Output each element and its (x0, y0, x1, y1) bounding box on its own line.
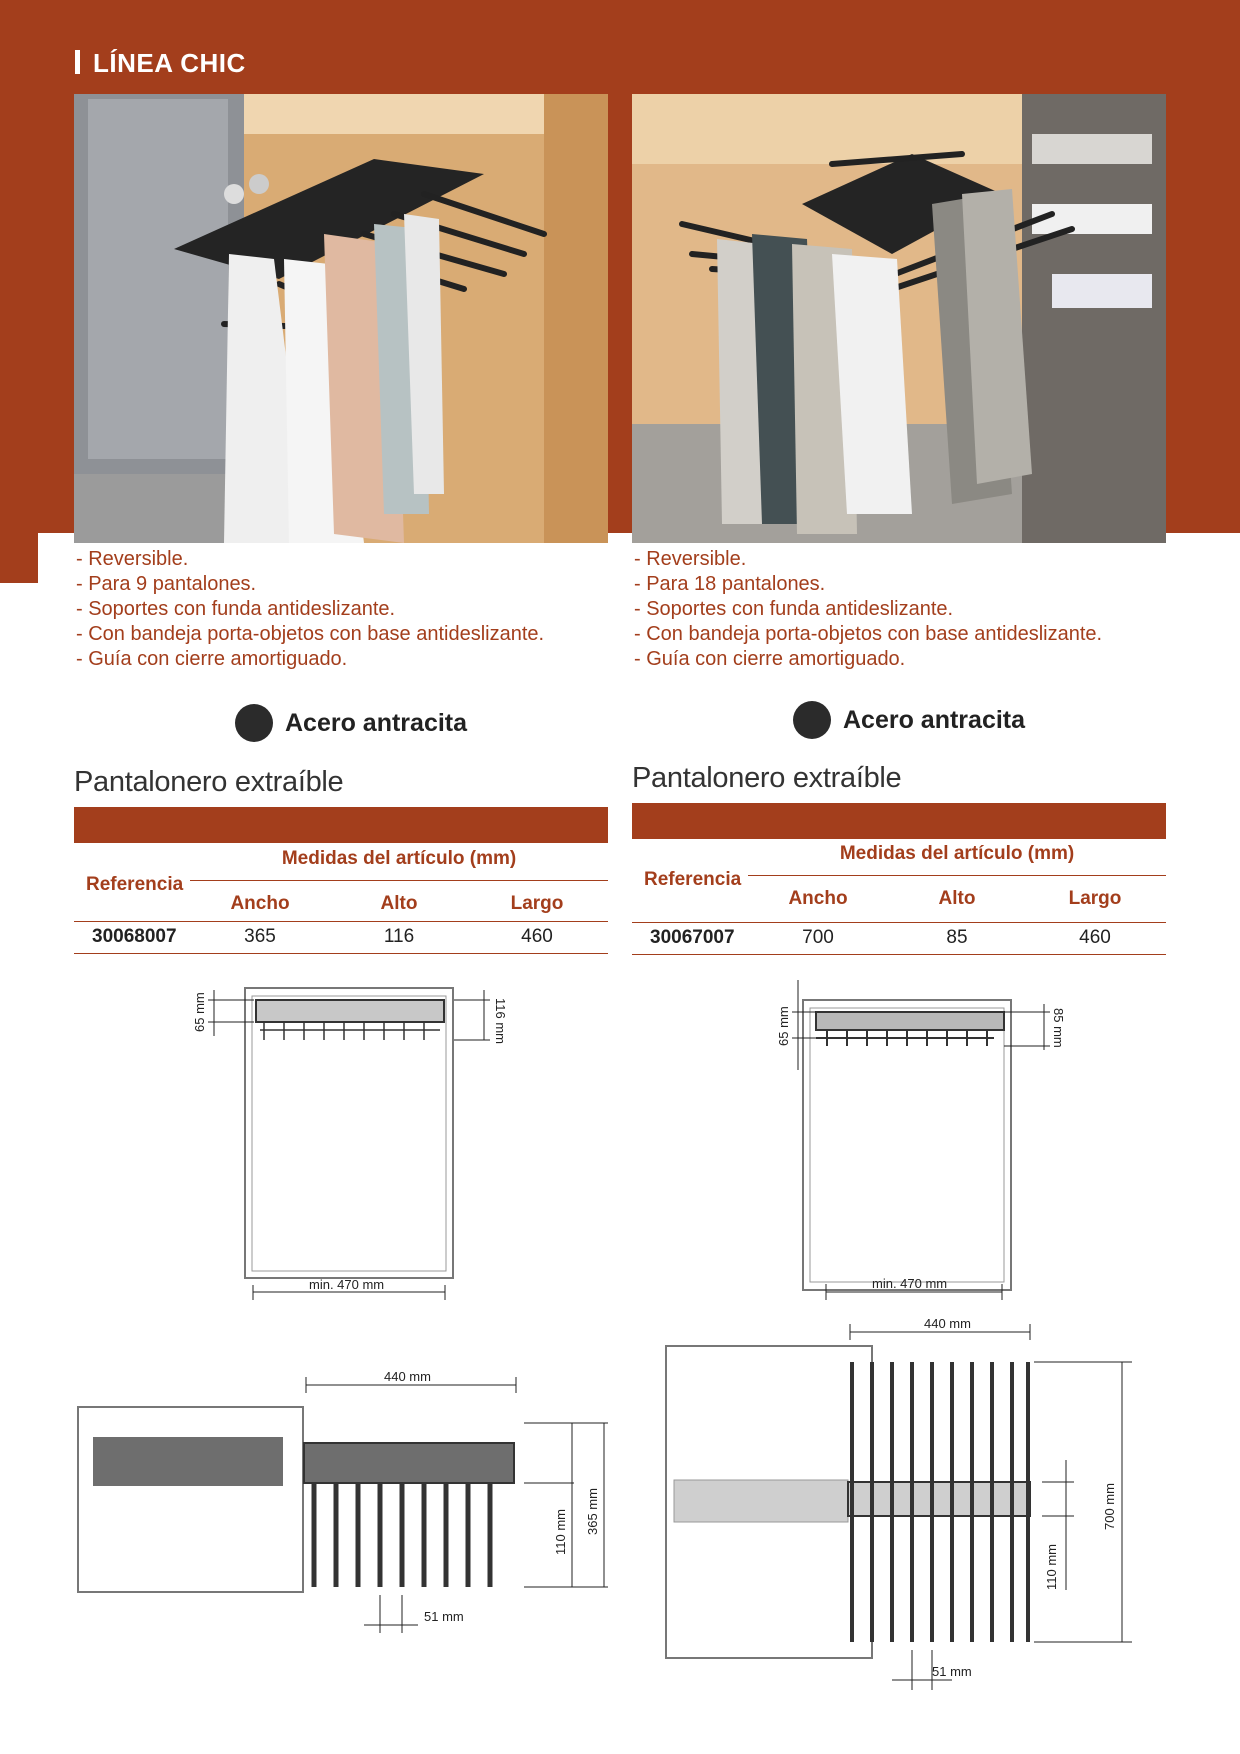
product-photo-right (632, 94, 1166, 543)
plan-dim-outer: 365 mm (585, 1488, 600, 1535)
plan-dim-inner: 110 mm (553, 1509, 568, 1555)
feature-item: - Con bandeja porta-objetos con base antideslizante. (76, 623, 545, 645)
plan-dim-inner: 110 mm (1044, 1544, 1059, 1590)
divider (632, 922, 1166, 923)
product-title-right: Pantalonero extraíble (632, 762, 902, 794)
plan-drawing-left (74, 1365, 608, 1655)
front-dim-top: 65 mm (776, 1006, 791, 1046)
front-dim-bottom: min. 470 mm (872, 1276, 948, 1291)
plan-dim-spacing: 51 mm (424, 1609, 464, 1624)
cell-alto: 116 (383, 926, 415, 947)
reference-value: 30068007 (92, 926, 177, 947)
product-left (74, 0, 608, 1754)
color-swatch (235, 704, 273, 742)
finish-label: Acero antracita (843, 705, 1026, 734)
product-right (632, 0, 1166, 1754)
column-header-largo: Largo (1068, 888, 1122, 909)
product-title-left: Pantalonero extraíble (74, 766, 344, 798)
feature-item: - Guía con cierre amortiguado. (634, 648, 906, 670)
feature-item: - Reversible. (76, 548, 189, 570)
divider (74, 953, 608, 954)
plan-drawing-right (662, 1310, 1162, 1710)
feature-item: - Para 9 pantalones. (76, 573, 257, 595)
cell-largo: 460 (1079, 927, 1111, 948)
feature-item: - Con bandeja porta-objetos con base antideslizante. (634, 623, 1103, 645)
column-header-largo: Largo (510, 893, 564, 914)
table-header-bar-right (632, 803, 1166, 839)
finish-label: Acero antracita (285, 708, 468, 737)
feature-item: - Para 18 pantalones. (634, 573, 826, 595)
features-list-right (634, 547, 1102, 672)
cell-largo: 460 (521, 926, 553, 947)
measures-header: Medidas del artículo (mm) (839, 843, 1075, 864)
reference-value: 30067007 (650, 927, 735, 948)
plan-dim-top: 440 mm (384, 1369, 431, 1384)
finish-option-right (793, 701, 1025, 739)
column-header-alto: Alto (380, 893, 418, 914)
front-dim-right: 116 mm (493, 998, 508, 1044)
reference-header: Referencia (644, 869, 742, 890)
measures-header: Medidas del artículo (mm) (281, 848, 517, 869)
cell-ancho: 365 (244, 926, 276, 947)
front-dim-bottom: min. 470 mm (309, 1277, 385, 1292)
feature-item: - Soportes con funda antideslizante. (76, 598, 396, 620)
front-dim-top: 65 mm (192, 992, 207, 1032)
plan-dim-spacing: 51 mm (932, 1664, 972, 1679)
cell-alto: 85 (946, 927, 968, 948)
cell-ancho: 700 (802, 927, 834, 948)
spec-table-left (74, 848, 608, 954)
column-header-alto: Alto (938, 888, 976, 909)
divider (632, 954, 1166, 955)
features-list-left (76, 547, 544, 672)
feature-item: - Soportes con funda antideslizante. (634, 598, 954, 620)
spec-table-right (632, 843, 1166, 955)
front-dim-right: 85 mm (1051, 1008, 1066, 1048)
divider (74, 921, 608, 922)
front-drawing-right (732, 980, 1152, 1310)
header-band-tab (0, 533, 38, 583)
divider (190, 880, 608, 881)
divider (748, 875, 1166, 876)
column-header-ancho: Ancho (230, 893, 290, 914)
reference-header: Referencia (86, 874, 184, 895)
front-drawing-left (174, 980, 594, 1315)
table-header-bar-left (74, 807, 608, 843)
page-title: LÍNEA CHIC (93, 48, 246, 78)
feature-item: - Reversible. (634, 548, 747, 570)
finish-option-left (235, 704, 467, 742)
color-swatch (793, 701, 831, 739)
product-photo-left (74, 94, 608, 543)
plan-dim-top: 440 mm (924, 1316, 971, 1331)
column-header-ancho: Ancho (788, 888, 848, 909)
feature-item: - Guía con cierre amortiguado. (76, 648, 348, 670)
plan-dim-outer: 700 mm (1102, 1483, 1117, 1530)
